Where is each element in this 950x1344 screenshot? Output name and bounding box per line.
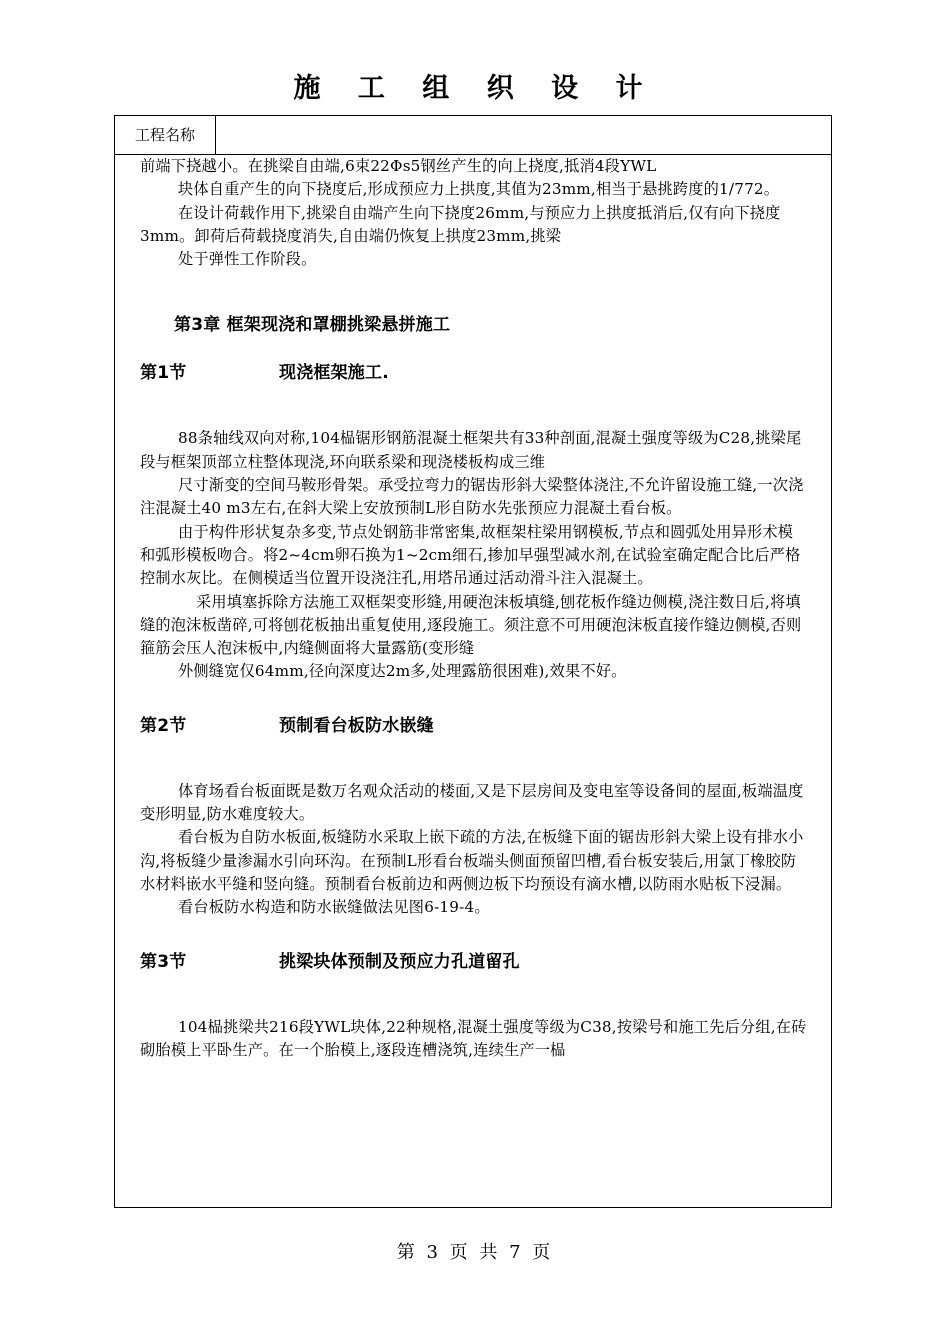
project-name-value [216, 116, 831, 154]
paragraph: 看台板防水构造和防水嵌缝做法见图6-19-4。 [178, 898, 490, 917]
section-number: 第2节 [140, 715, 187, 736]
paragraph: 外侧缝宽仅64mm,径向深度达2m多,处理露筋很困难),效果不好。 [178, 662, 627, 681]
body-text [115, 155, 831, 1062]
section-heading-3 [140, 948, 807, 976]
content-frame [114, 115, 832, 1208]
paragraph: 块体自重产生的向下挠度后,形成预应力上拱度,其值为23mm,相当于悬挑跨度的1/772。 [178, 180, 780, 199]
section-title: 现浇框架施工. [279, 363, 389, 384]
project-name-label: 工程名称 [115, 116, 216, 154]
section-title: 预制看台板防水嵌缝 [279, 715, 434, 736]
paragraph: 在设计荷载作用下,挑梁自由端产生向下挠度26mm,与预应力上拱度抵消后,仅有向下挠度3mm。卸荷后荷载挠度消失,自由端仍恢复上拱度23mm,挑梁 [140, 203, 781, 245]
paragraph: 采用填塞拆除方法施工双框架变形缝,用硬泡沫板填缝,刨花板作缝边侧模,浇注数日后,将填缝的泡沫板凿碎,可将刨花板抽出重复使用,逐段施工。须注意不可用硬泡沫板直接作缝边侧模,否则箍筋会压人泡沫板中,内缝侧面将大量露筋(变形缝 [140, 592, 802, 658]
section-number: 第3节 [140, 951, 187, 972]
paragraph: 尺寸渐变的空间马鞍形骨架。承受拉弯力的锯齿形斜大梁整体浇注,不允许留设施工缝,一次浇注混凝土40 m3左右,在斜大梁上安放预制L形自防水先张预应力混凝土看台板。 [140, 476, 804, 518]
section-number: 第1节 [140, 363, 187, 384]
section-heading-1 [140, 359, 807, 387]
chapter-heading: 第3章 框架现浇和罩棚挑梁悬拼施工 [174, 315, 451, 336]
section-heading-2 [140, 712, 807, 740]
document-title: 施 工 组 织 设 计 [293, 73, 657, 104]
paragraph: 前端下挠越小。在挑梁自由端,6束22Φs5钢丝产生的向上挠度,抵消4段YWL [140, 157, 657, 175]
paragraph: 看台板为自防水板面,板缝防水采取上嵌下疏的方法,在板缝下面的锯齿形斜大梁上设有排水小沟,将板缝少量渗漏水引向环沟。在预制L形看台板端头侧面预留凹槽,看台板安装后,用氯丁橡胶防水材料嵌水平缝和竖向缝。预制看台板前边和两侧边板下均预设有滴水槽,以防雨水贴板下浸漏。 [140, 828, 804, 893]
project-name-row [115, 116, 831, 155]
page-number: 第 3 页 共 7 页 [396, 1242, 554, 1263]
paragraph: 处于弹性工作阶段。 [178, 250, 317, 269]
paragraph: 88条轴线双向对称,104榀锯形钢筋混凝土框架共有33种剖面,混凝土强度等级为C28,挑梁尾段与框架顶部立柱整体现浇,环向联系梁和现浇楼板构成三维 [140, 429, 802, 471]
paragraph: 体育场看台板面既是数万名观众活动的楼面,又是下层房间及变电室等设备间的屋面,板端温度变形明显,防水难度较大。 [140, 781, 804, 824]
section-title: 挑梁块体预制及预应力孔道留孔 [279, 951, 520, 972]
paragraph: 104榀挑梁共216段YWL块体,22种规格,混凝土强度等级为C38,按梁号和施工先后分组,在砖砌胎模上平卧生产。在一个胎模上,逐段连槽浇筑,连续生产一榀 [140, 1017, 807, 1059]
paragraph: 由于构件形状复杂多变,节点处钢筋非常密集,故框架柱梁用钢模板,节点和圆弧处用异形术模和弧形模板吻合。将2~4cm卵石换为1~2cm细石,掺加早强型减水剂,在试验室确定配合比后严格控制水灰比。在侧模适当位置开设浇注孔,用塔吊通过活动滑斗注入混凝土。 [140, 522, 801, 588]
